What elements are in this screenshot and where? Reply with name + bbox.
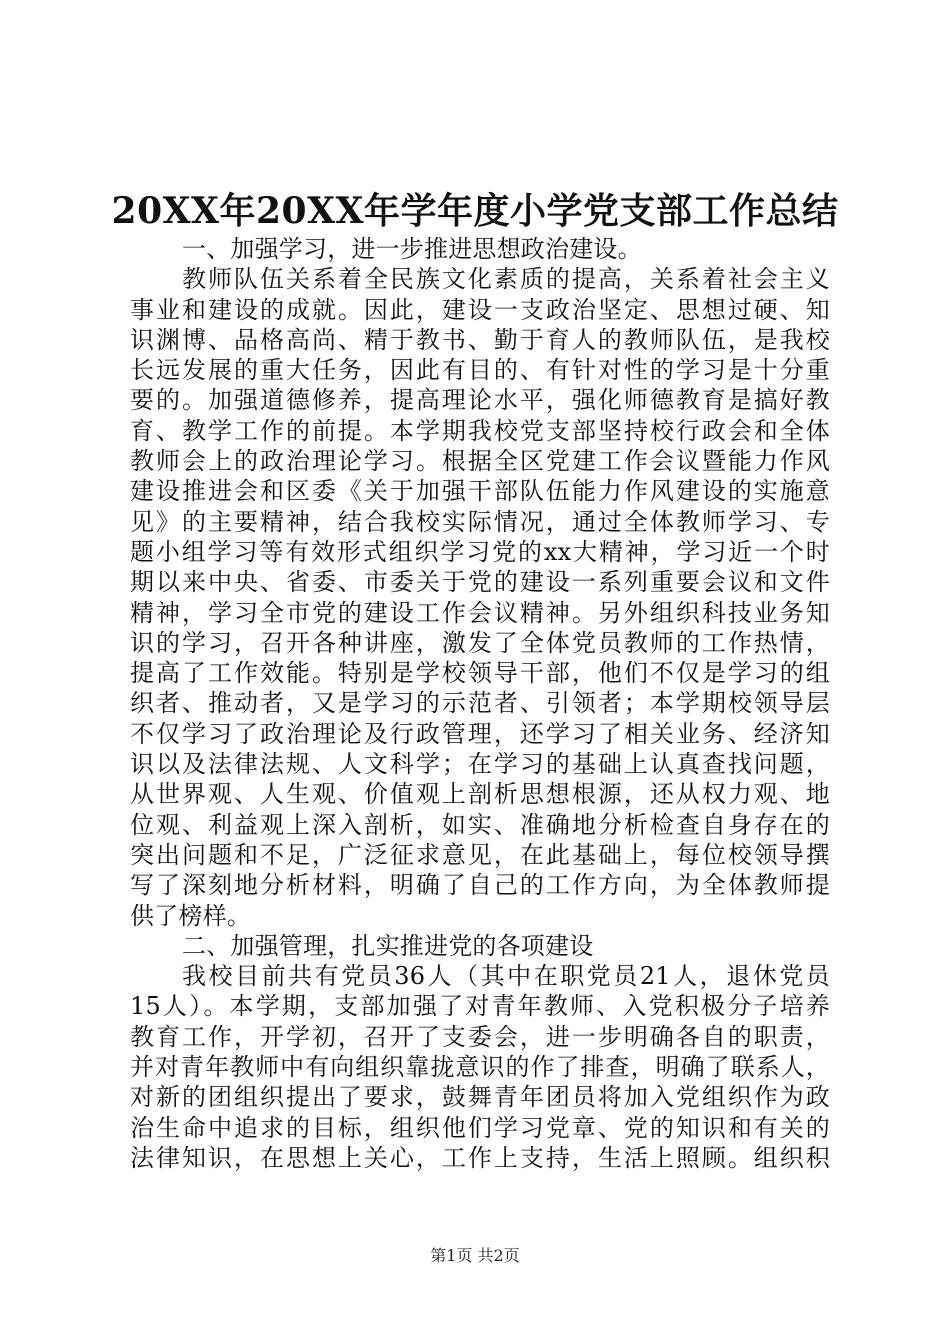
text-line: 并对青年教师中有向组织靠拢意识的作了排查，明确了联系人，: [130, 1053, 830, 1082]
text-line: 法律知识，在思想上关心，工作上支持，生活上照顾。组织积: [130, 1143, 830, 1172]
text-line: 治生命中追求的目标，组织他们学习党章、党的知识和有关的: [130, 1113, 830, 1142]
text-line: 二、加强管理，扎实推进党的各项建设: [182, 931, 594, 960]
text-line: 教育工作，开学初，召开了支委会，进一步明确各自的职责，: [130, 1022, 830, 1051]
text-line: 期以来中央、省委、市委关于党的建设一系列重要会议和文件: [130, 568, 830, 597]
text-line: 识以及法律法规、人文科学；在学习的基础上认真查找问题，: [130, 750, 830, 779]
text-line: 要的。加强道德修养，提高理论水平，强化师德教育是搞好教: [130, 386, 830, 415]
text-line: 从世界观、人生观、价值观上剖析思想根源，还从权力观、地: [130, 780, 830, 809]
text-line: 写了深刻地分析材料，明确了自己的工作方向，为全体教师提: [130, 871, 830, 900]
text-line: 织者、推动者，又是学习的示范者、引领者；本学期校领导层: [130, 689, 830, 718]
text-line: 15人）。本学期，支部加强了对青年教师、入党积极分子培养: [130, 992, 830, 1021]
text-line: 精神，学习全市党的建设工作会议精神。另外组织科技业务知: [130, 598, 830, 627]
text-line: 教师会上的政治理论学习。根据全区党建工作会议暨能力作风: [130, 447, 830, 476]
text-line: 提高了工作效能。特别是学校领导干部，他们不仅是学习的组: [130, 659, 830, 688]
text-line: 不仅学习了政治理论及行政管理，还学习了相关业务、经济知: [130, 719, 830, 748]
text-line: 我校目前共有党员36人（其中在职党员21人，退休党员: [182, 962, 830, 991]
document-title: 20XX年20XX年学年度小学党支部工作总结: [111, 190, 839, 232]
text-line: 供了榜样。: [130, 901, 251, 930]
text-line: 题小组学习等有效形式组织学习党的xx大精神，学习近一个时: [130, 537, 830, 566]
text-line: 见》的主要精神，结合我校实际情况，通过全体教师学习、专: [130, 507, 830, 536]
text-line: 长远发展的重大任务，因此有目的、有针对性的学习是十分重: [130, 356, 830, 385]
text-line: 事业和建设的成就。因此，建设一支政治坚定、思想过硬、知: [130, 295, 830, 324]
text-line: 育、教学工作的前提。本学期我校党支部坚持校行政会和全体: [130, 416, 830, 445]
text-line: 对新的团组织提出了要求，鼓舞青年团员将加入党组织作为政: [130, 1083, 830, 1112]
text-line: 识的学习，召开各种讲座，激发了全体党员教师的工作热情，: [130, 628, 830, 657]
text-line: 识渊博、品格高尚、精于教书、勤于育人的教师队伍，是我校: [130, 325, 830, 354]
text-line: 建设推进会和区委《关于加强干部队伍能力作风建设的实施意: [130, 477, 830, 506]
text-line: 位观、利益观上深入剖析，如实、准确地分析检查自身存在的: [130, 810, 830, 839]
text-line: 突出问题和不足，广泛征求意见，在此基础上，每位校领导撰: [130, 840, 830, 869]
text-line: 教师队伍关系着全民族文化素质的提高，关系着社会主义: [182, 265, 830, 294]
page-footer: 第1页 共2页: [430, 1246, 520, 1265]
text-line: 一、加强学习，进一步推进思想政治建设。: [182, 235, 642, 263]
document-body: [130, 234, 830, 1173]
